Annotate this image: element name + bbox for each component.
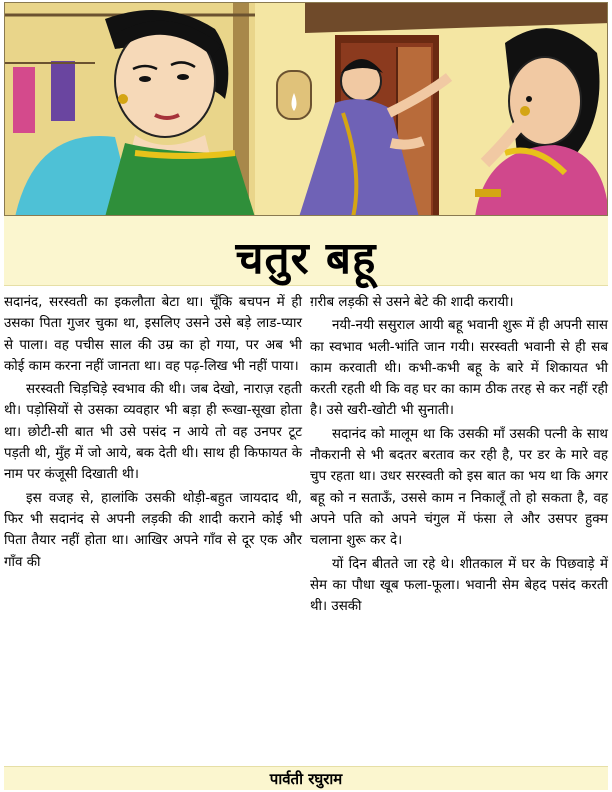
story-title: चतुर बहू: [235, 233, 377, 284]
paragraph-1: सदानंद, सरस्वती का इकलौता बेटा था। चूँकि बचपन में ही उसका पिता गुजर चुका था, इसलिए उसने उसे बड़े लाड-प्यार से पाला। वह पचीस साल की उम्र का हो गया, पर अब भी कोई काम करना नहीं जानता था। वह पढ़-लिख भी नहीं पाया।: [4, 295, 302, 374]
story-illustration: [4, 2, 608, 216]
hanging-cloth-pink: [13, 67, 35, 133]
paragraph-6: सदानंद को मालूम था कि उसकी माँ उसकी पत्नी के साथ नौकरानी से भी बदतर बरताव कर रही है, पर डर के मारे वह चुप रहता था। उधर सरस्वती को इस बात का भय था कि अगर बहू को न सताऊँ, उससे काम न निकालूँ तो हो सकता है, वह अपने पति को अपने चंगुल में फंसा ले और उसपर हुक्म चलाना शुरू कर दे।: [310, 426, 608, 549]
paragraph-2: सरस्वती चिड़चिड़े स्वभाव की थी। जब देखो, नाराज़ रहती थी। पड़ोसियों से उसका व्यवहार भी बड़ा ही रूखा-सूखा होता था। छोटी-सी बात भी उसे पसंद न आये तो वह उनपर टूट पड़ती थी, मुँह में जो आये, बक देती थी। साथ ही किफायत के नाम पर कंजूसी दिखाती थी।: [4, 382, 302, 483]
paragraph-5: नयी-नयी ससुराल आयी बहू भवानी शुरू में ही अपनी सास का स्वभाव भली-भांति जान गयी। सरस्वती भवानी से ही सब काम करवाती थी। कभी-कभी बहू के बारे में शिकायत भी करती रहती थी कि वह घर का काम ठीक तरह से कर नहीं रही है। उसे खरी-खोटी भी सुनाती।: [310, 318, 608, 419]
author-band: [4, 766, 608, 790]
author-name: पार्वती रघुराम: [269, 770, 343, 788]
text-column-left: [4, 292, 302, 573]
text-column-right: [310, 292, 608, 617]
paragraph-4: ग़रीब लड़की से उसने बेटे की शादी करायी।: [310, 295, 514, 310]
hanging-cloth-purple: [51, 61, 75, 121]
paragraph-7: यों दिन बीतते जा रहे थे। शीतकाल में घर के पिछवाड़े में सेम का पौधा खूब फला-फूला। भवानी सेम बेहद पसंद करती थी। उसकी: [310, 556, 608, 615]
paragraph-3: इस वजह से, हालांकि उसकी थोड़ी-बहुत जायदाद थी, फिर भी सदानंद से अपनी लड़की की शादी कराने कोई भी पिता तैयार नहीं होता था। आखिर अपने गाँव से दूर एक और गाँव की: [4, 490, 302, 570]
title-band: [4, 216, 608, 286]
